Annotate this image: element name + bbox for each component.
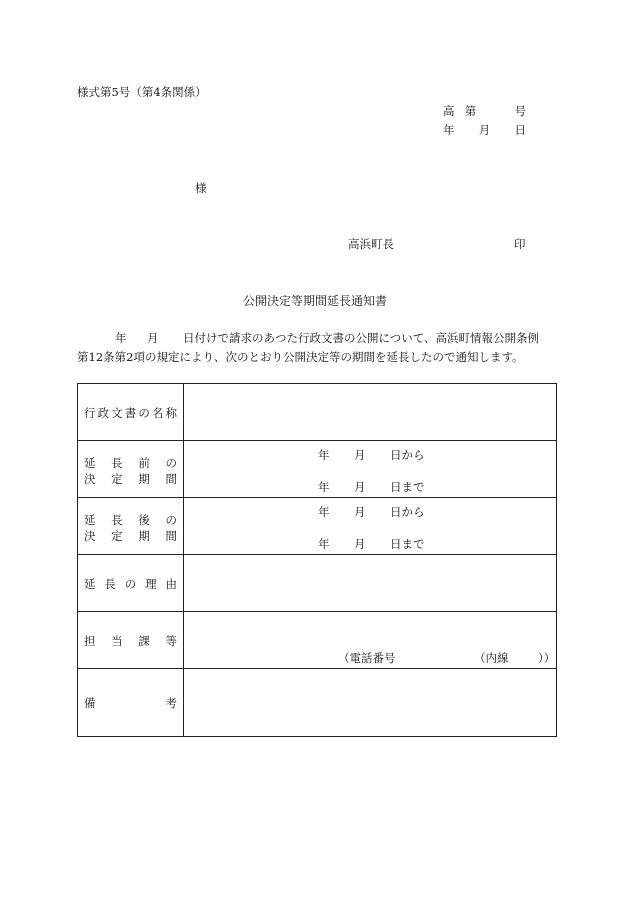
label-document-name — [78, 384, 184, 441]
label-char: 行 — [84, 406, 96, 420]
document-number — [443, 103, 526, 119]
issue-date — [443, 122, 526, 138]
label-char: 延 — [84, 456, 96, 470]
label-char: 間 — [165, 529, 177, 543]
extension-reason-field[interactable] — [184, 555, 557, 612]
label-char: 当 — [111, 634, 123, 648]
body-line1: 日付けで請求のあつた行政文書の公開について、高浜町情報公開条例 — [183, 331, 540, 345]
period-until: 日まで — [390, 537, 425, 551]
label-char: 決 — [84, 472, 96, 486]
table-row — [78, 669, 557, 737]
period-after-field[interactable] — [184, 498, 557, 555]
label-char: 長 — [104, 577, 116, 591]
sender-title: 高浜町長 — [348, 237, 394, 251]
period-year: 年 — [318, 537, 330, 551]
label-char: 定 — [111, 529, 123, 543]
label-char: 等 — [165, 634, 177, 648]
label-char: 備 — [84, 696, 96, 710]
label-char: 延 — [84, 577, 96, 591]
label-char: 課 — [138, 634, 150, 648]
period-until: 日まで — [390, 480, 425, 494]
table-row — [78, 612, 557, 669]
label-char: 長 — [111, 456, 123, 470]
seal-mark: 印 — [514, 237, 526, 251]
label-char: 期 — [138, 472, 150, 486]
label-char: の — [165, 513, 177, 527]
label-department — [78, 612, 184, 669]
doc-number-char: 第 — [464, 104, 477, 118]
body-line2: 第12条第2項の規定により、次のとおり公開決定等の期間を延長したので通知します。 — [77, 350, 524, 364]
period-month: 月 — [354, 505, 366, 519]
table-row — [78, 498, 557, 555]
label-char: 後 — [138, 513, 150, 527]
period-from: 日から — [390, 448, 425, 462]
body-month: 月 — [147, 331, 159, 345]
label-char: の — [165, 456, 177, 470]
label-char: 前 — [138, 456, 150, 470]
document-title: 公開決定等期間延長通知書 — [243, 294, 388, 308]
body-year: 年 — [115, 331, 127, 345]
label-char: 延 — [84, 513, 96, 527]
label-period-after — [78, 498, 184, 555]
label-char: 由 — [165, 577, 177, 591]
label-char: 長 — [111, 513, 123, 527]
label-remarks — [78, 669, 184, 737]
label-char: の — [124, 577, 137, 591]
addressee-honorific: 様 — [195, 181, 207, 195]
date-month: 月 — [478, 123, 491, 137]
label-char: 考 — [165, 696, 177, 710]
remarks-field[interactable] — [184, 669, 557, 737]
label-char: 期 — [138, 529, 150, 543]
period-year: 年 — [318, 505, 330, 519]
extension-label: （内線 — [474, 651, 509, 665]
label-char: 書 — [124, 406, 137, 420]
period-year: 年 — [318, 480, 330, 494]
label-char: 理 — [145, 577, 157, 591]
label-char: 称 — [165, 406, 177, 420]
period-month: 月 — [354, 448, 366, 462]
doc-number-char: 高 — [443, 104, 455, 118]
document-name-field[interactable] — [184, 384, 557, 441]
label-char: 政 — [97, 406, 110, 420]
phone-label: （電話番号 — [338, 651, 396, 665]
label-char: 文 — [111, 406, 123, 420]
label-extension-reason — [78, 555, 184, 612]
date-day: 日 — [514, 123, 526, 137]
label-char: の — [138, 406, 150, 420]
label-char: 決 — [84, 529, 96, 543]
label-period-before — [78, 441, 184, 498]
label-char: 担 — [84, 634, 96, 648]
period-from: 日から — [390, 505, 425, 519]
period-month: 月 — [354, 537, 366, 551]
department-field[interactable] — [184, 612, 557, 669]
label-char: 名 — [151, 406, 164, 420]
table-row — [78, 441, 557, 498]
form-table — [77, 383, 557, 737]
period-year: 年 — [318, 448, 330, 462]
date-year: 年 — [443, 123, 455, 137]
table-row — [78, 555, 557, 612]
period-month: 月 — [354, 480, 366, 494]
label-char: 定 — [111, 472, 123, 486]
label-char: 間 — [165, 472, 177, 486]
doc-number-char: 号 — [514, 104, 526, 118]
closing-parens: ）） — [538, 651, 556, 665]
table-row — [78, 384, 557, 441]
period-before-field[interactable] — [184, 441, 557, 498]
form-number: 様式第5号（第4条関係） — [77, 85, 207, 99]
